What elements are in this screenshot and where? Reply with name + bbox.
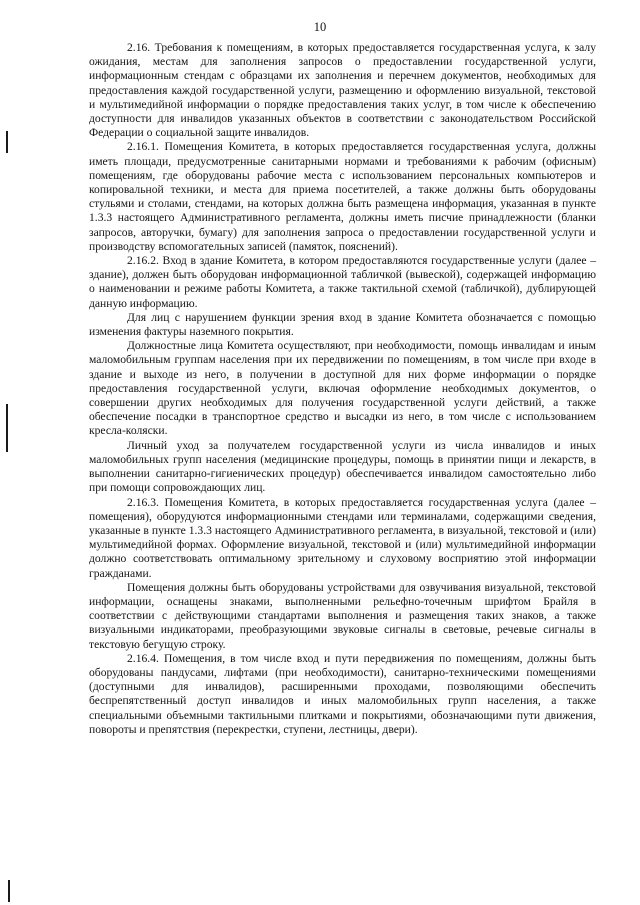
document-body	[89, 41, 596, 737]
paragraph-braille-equipment: Помещения должны быть оборудованы устройствами для озвучивания визуальной, текстовой информации, оснащены знаками, выполненными рельефно-точечным шрифтом Брайля в соответствии с действующими стандартами выполнения и размещения таких знаков, а также визуальными индикаторами, преобразующими звуковые сигналы в световые, речевые сигналы в текстовую бегущую строку.	[89, 580, 596, 651]
scan-margin-mark	[6, 404, 8, 452]
scan-margin-mark	[8, 880, 10, 902]
paragraph-2-16-3: 2.16.3. Помещения Комитета, в которых предоставляется государственная услуга (далее – помещения), оборудуются информационными стендами или терминалами, содержащими сведения, указанные в пункте 1.3.3 настоящего Административного регламента, в визуальной, текстовой и (или) мультимедийной формах. Оформление визуальной, текстовой и (или) мультимедийной информации должно соответствовать оптимальному зрительному и слуховому восприятию этой информации гражданами.	[89, 495, 596, 580]
paragraph-2-16-4: 2.16.4. Помещения, в том числе вход и пути передвижения по помещениям, должны быть оборудованы пандусами, лифтами (при необходимости), санитарно-техническими помещениями (доступными для инвалидов), расширенными проходами, позволяющими обеспечить беспрепятственный доступ инвалидов и иных маломобильных групп населения, а также специальными объемными тактильными плитками и покрытиями, обозначающими пути движения, повороты и препятствия (перекрестки, ступени, лестницы, двери).	[89, 651, 596, 736]
paragraph-visual-impairment: Для лиц с нарушением функции зрения вход в здание Комитета обозначается с помощью изменения фактуры наземного покрытия.	[89, 310, 596, 339]
paragraph-2-16-1: 2.16.1. Помещения Комитета, в которых предоставляется государственная услуга, должны иметь площади, предусмотренные санитарными нормами и требованиями к рабочим (офисным) помещениям, где оборудованы рабочие места с использованием персональных компьютеров и копировальной техники, и места для приема посетителей, а также должны быть оборудованы стульями и столами, стендами, на которых должна быть размещена информация, указанная в пункте 1.3.3 настоящего Административного регламента, должны иметь писчие принадлежности (бланки запросов, авторучки, бумагу) для заполнения запроса о предоставлении государственной услуги и производству вспомогательных записей (памяток, пояснений).	[89, 140, 596, 253]
paragraph-officials-assistance: Должностные лица Комитета осуществляют, при необходимости, помощь инвалидам и иным маломобильным группам населения при их передвижении по помещениям, в том числе при входе в здание и выходе из него, в получении в доступной для них форме информации о порядке предоставления государственной услуги, включая оформление необходимых документов, о совершении других необходимых для получения государственной услуги действий, а также обеспечение посадки в транспортное средство и высадки из него, в том числе с использованием кресла-коляски.	[89, 339, 596, 438]
paragraph-2-16-2: 2.16.2. Вход в здание Комитета, в котором предоставляются государственные услуги (далее – здание), должен быть оборудован информационной табличкой (вывеской), содержащей информацию о наименовании и режиме работы Комитета, а также тактильной схемой (табличкой), дублирующей данную информацию.	[89, 254, 596, 310]
paragraph-personal-care: Личный уход за получателем государственной услуги из числа инвалидов и иных маломобильных групп населения (медицинские процедуры, помощь в принятии пищи и лекарств, в выполнении санитарно-гигиенических процедур) обеспечивается инвалидом самостоятельно либо при помощи сопровождающих лиц.	[89, 438, 596, 495]
page-number: 10	[313, 20, 327, 34]
paragraph-2-16: 2.16. Требования к помещениям, в которых предоставляется государственная услуга, к залу ожидания, местам для заполнения запросов о предоставлении государственной услуги, информационным стендам с образцами их заполнения и перечнем документов, необходимых для предоставления каждой государственной услуги, размещению и оформлению визуальной, текстовой и мультимедийной информации о порядке предоставления таких услуг, в том числе к обеспечению доступности для инвалидов указанных объектов в соответствии с законодательством Российской Федерации о социальной защите инвалидов.	[89, 41, 596, 140]
scan-margin-mark	[6, 131, 8, 153]
